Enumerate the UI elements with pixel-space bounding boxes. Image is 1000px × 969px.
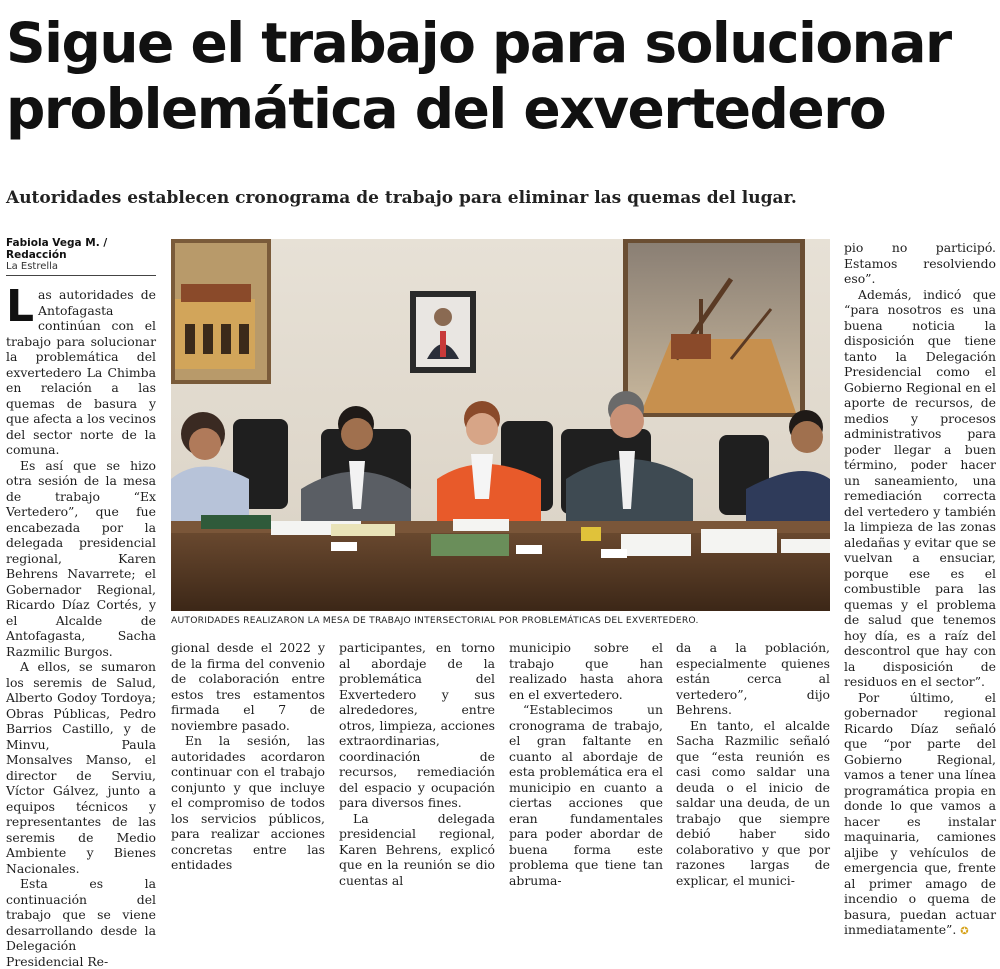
article-paragraph: da a la población, especialmente quienes están cerca al vertedero”, dijo Behrens.	[676, 640, 830, 717]
painting-left	[171, 239, 271, 384]
article-paragraph: gional desde el 2022 y de la firma del convenio de colaboración entre estos tres estamentos firmada el 7 de noviembre pasado.	[171, 640, 325, 733]
article-paragraph: En tanto, el alcalde Sacha Razmilic señaló que “esta reunión es casi como saldar una deuda o el inicio de saldar una deuda, de un trabajo que siempre debió haber sido colaborativo y que por razones largas de explicar, el munici-	[676, 717, 830, 888]
framed-portrait	[410, 291, 476, 373]
painting-right	[623, 239, 805, 417]
article-column-5	[676, 640, 830, 888]
byline	[6, 237, 156, 276]
article-paragraph: municipio sobre el trabajo que han realizado hasta ahora en el exvertedero.	[509, 640, 663, 702]
end-of-article-icon: ✪	[960, 926, 969, 937]
photo-caption: AUTORIDADES REALIZARON LA MESA DE TRABAJO INTERSECTORIAL POR PROBLEMÁTICAS DEL EXVERTEDERO.	[171, 615, 699, 626]
article-paragraph: Es así que se hizo otra sesión de la mesa de trabajo “Ex Vertedero”, que fue encabezada por la delegada presidencial regional, Karen Behrens Navarrete; el Gobernador Regional, Ricardo Díaz Cortés, y el Alcalde de Antofagasta, Sacha Razmilic Burgos.	[6, 457, 156, 659]
article-column-6	[844, 240, 997, 937]
article-column-2	[171, 640, 325, 872]
drop-cap: L	[6, 281, 35, 332]
article-paragraph: pio no participó. Estamos resolviendo eso”.	[844, 240, 996, 286]
article-paragraph: participantes, en torno al abordaje de la problemática del Exvertedero y sus alrededores, entre otros, limpieza, acciones extraordinarias, coordinación de recursos, remediación del espacio y ocupación para diversos fines.	[339, 640, 495, 810]
article-column-1	[6, 281, 156, 969]
article-column-3	[339, 640, 495, 888]
article-paragraph: La delegada presidencial regional, Karen Behrens, explicó que en la reunión se dio cuentas al	[339, 810, 495, 888]
article-paragraph: Las autoridades de Antofagasta continúan con el trabajo para solucionar la problemática del exvertedero La Chimba en relación a las quemas de basura y que afecta a los vecinos del sector norte de la comuna.	[6, 281, 156, 457]
deck-subtitle: Autoridades establecen cronograma de trabajo para eliminar las quemas del lugar.	[6, 188, 797, 208]
byline-author: Fabiola Vega M. / Redacción	[6, 237, 108, 261]
article-paragraph: Además, indicó que “para nosotros es una buena noticia la disposición que tiene tanto la Delegación Presidencial como el Gobierno Regional en el aporte de recursos, de medios y procesos administrativos para poder llegar a buen término, poder hacer un saneamiento, una remediación correcta del vertedero y también la limpieza de las zonas aledañas y evitar que se vuelvan a ensuciar, porque ese es el combustible para las quemas y el problema de salud que tenemos hoy día, es a raíz del descontrol que hay con la disposición de residuos en el sector”.	[844, 286, 997, 689]
article-paragraph: En la sesión, las autoridades acordaron continuar con el trabajo conjunto y que incluye el compromiso de todos los servicios públicos, para realizar acciones concretas entre las entidades	[171, 733, 325, 872]
article-photo	[171, 239, 830, 611]
article-paragraph: A ellos, se sumaron los seremis de Salud, Alberto Godoy Tordoya; Obras Públicas, Pedro Barrios Castillo, y de Minvu, Paula Monsalves Manso, el director de Serviu, Víctor Gálvez, junto a equipos técnicos y representantes de las seremis de Medio Ambiente y Bienes Nacionales.	[6, 659, 156, 876]
article-column-4	[509, 640, 663, 888]
article-paragraph: “Establecimos un cronograma de trabajo, el gran faltante en cuanto al abordaje de esta problemática era el municipio en cuanto a ciertas acciones que eran fundamentales para poder abordar de buena forma este problema que tiene tan abruma-	[509, 702, 663, 888]
byline-source: La Estrella	[6, 261, 59, 272]
meeting-photo-illustration	[171, 239, 830, 611]
headline: Sigue el trabajo para solucionar problemática del exvertedero	[6, 11, 951, 141]
article-paragraph: Esta es la continuación del trabajo que se viene desarrollando desde la Delegación Presidencial Re-	[6, 876, 156, 969]
article-paragraph: Por último, el gobernador regional Ricardo Díaz señaló que “por parte del Gobierno Regional, vamos a tener una línea programática propia en donde lo que vamos a hacer es instalar maquinaria, camiones aljibe y vehículos de emergencia que, frente al primer amago de incendio o quema de basura, puedan actuar inmediatamente”. ✪	[844, 689, 996, 937]
